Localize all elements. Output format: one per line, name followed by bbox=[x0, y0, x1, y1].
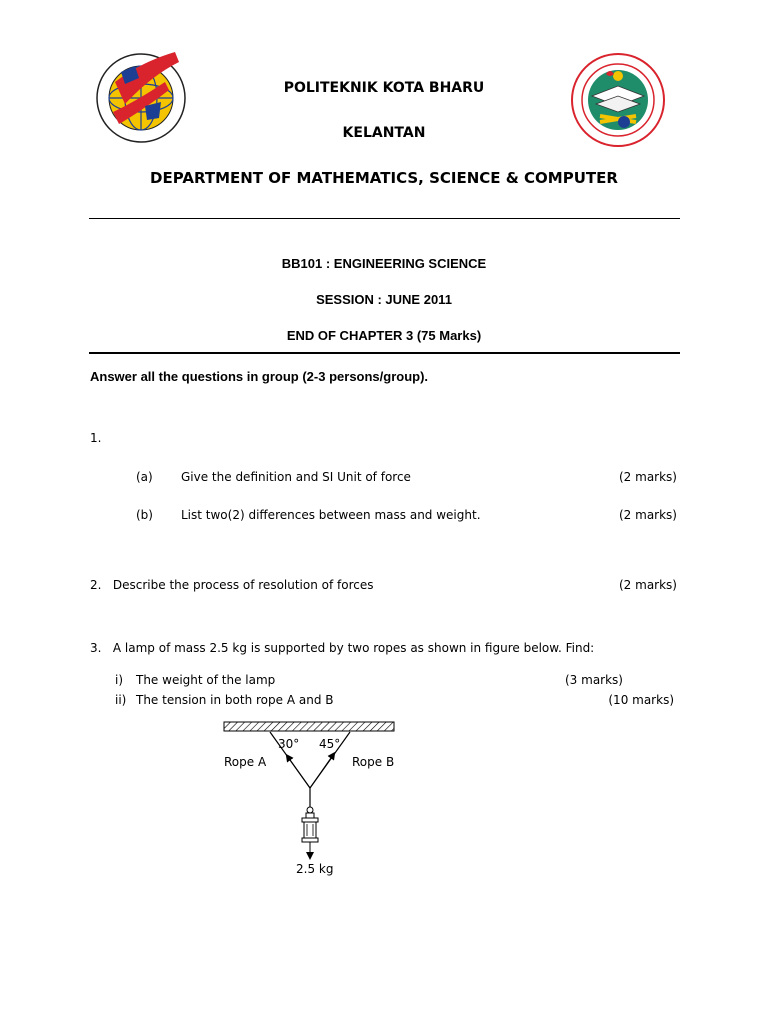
q2-marks: (2 marks) bbox=[619, 578, 677, 592]
assessment-title: END OF CHAPTER 3 (75 Marks) bbox=[286, 328, 482, 343]
header-divider bbox=[89, 218, 680, 219]
institution-name: POLITEKNIK KOTA BHARU bbox=[283, 80, 485, 96]
q1b-text: List two(2) differences between mass and weight. bbox=[181, 508, 481, 522]
angle-a-label: 30° bbox=[278, 737, 300, 751]
instruction: Answer all the questions in group (2-3 persons/group). bbox=[90, 369, 429, 384]
department-name: DEPARTMENT OF MATHEMATICS, SCIENCE & COMPUTER bbox=[150, 169, 618, 187]
q2-text: 2. Describe the process of resolution of forces bbox=[90, 578, 374, 592]
rope-b-label: Rope B bbox=[352, 755, 395, 769]
q1b-label: (b) bbox=[136, 508, 153, 522]
q1a-label: (a) bbox=[136, 470, 153, 484]
q1-number: 1. bbox=[90, 431, 102, 445]
q3-text: 3. A lamp of mass 2.5 kg is supported by two ropes as shown in figure below. Find: bbox=[90, 641, 595, 655]
q3i-text: The weight of the lamp bbox=[136, 673, 276, 687]
state-name: KELANTAN bbox=[342, 125, 426, 141]
course-title: BB101 : ENGINEERING SCIENCE bbox=[281, 256, 487, 271]
q1a-text: Give the definition and SI Unit of force bbox=[181, 470, 411, 484]
q3ii-marks: (10 marks) bbox=[608, 693, 674, 707]
q3ii-label: ii) bbox=[115, 693, 127, 707]
q3i-label: i) bbox=[115, 673, 124, 687]
session: SESSION : JUNE 2011 bbox=[316, 292, 452, 307]
mass-label: 2.5 kg bbox=[296, 862, 334, 876]
course-divider bbox=[89, 352, 680, 354]
lamp-icon bbox=[302, 813, 318, 842]
lamp-figure bbox=[220, 718, 400, 868]
rope-a-label: Rope A bbox=[224, 755, 267, 769]
q3ii-text: The tension in both rope A and B bbox=[136, 693, 334, 707]
q1a-marks: (2 marks) bbox=[619, 470, 677, 484]
q1b-marks: (2 marks) bbox=[619, 508, 677, 522]
q3i-marks: (3 marks) bbox=[565, 673, 623, 687]
ceiling bbox=[224, 722, 394, 731]
angle-b-label: 45° bbox=[319, 737, 341, 751]
